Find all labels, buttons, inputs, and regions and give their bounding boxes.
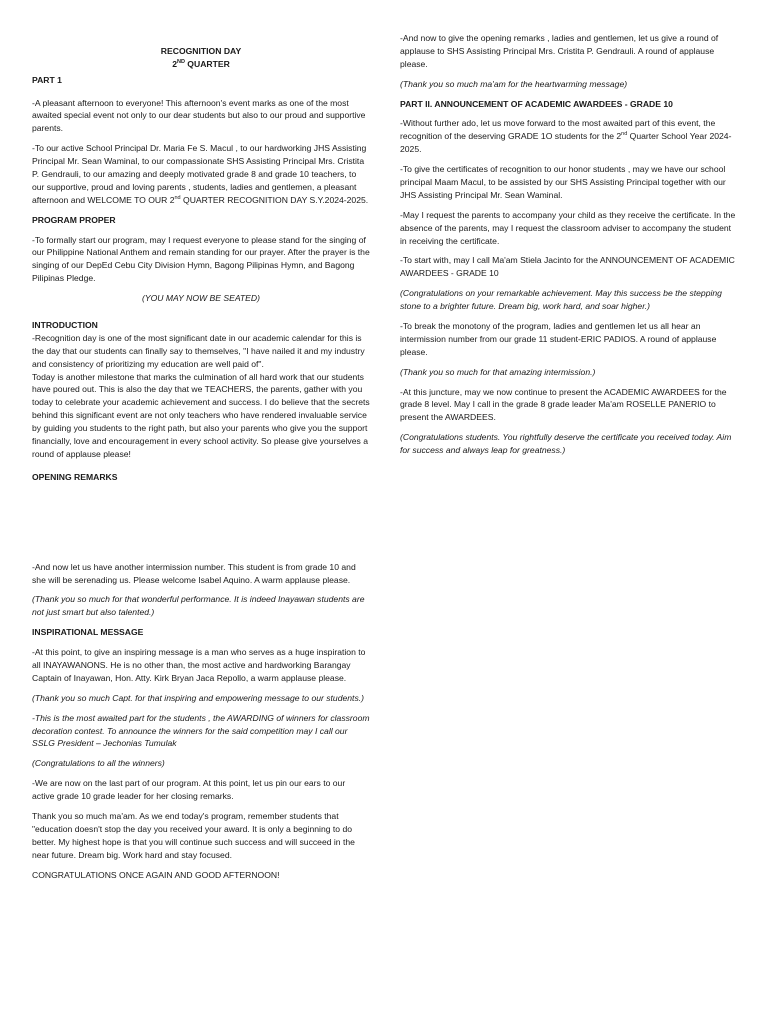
heartwarming-thanks: (Thank you so much ma'am for the heartwarming message) <box>400 78 628 89</box>
grade8-awardees-paragraph: -At this juncture, may we now continue to present the ACADEMIC AWARDEES for the grade 8 level. May I call in the grade 8 grade leader Ma'am ROSELLE PANERIO to present the AWARDEES. <box>400 386 727 423</box>
acknowledgement-paragraph: -To our active School Principal Dr. Maria Fe S. Macul , to our hardworking JHS Assisting Principal Mr. Sean Waminal, to our compassionate SHS Assisting Principal Mrs. Cristita P. Gendrauli, to our amazing and deeply motivated grade 8 and grade 10 teachers, to our supportive, proud and loving parents , students, ladies and gentlemen, a pleasant afternoon and WELCOME TO OUR 2nd QUARTER RECOGNITION DAY S.Y.2024-2025. <box>32 143 369 205</box>
captain-thanks: (Thank you so much Capt. for that inspiring and empowering message to our students.) <box>32 692 364 703</box>
blank-space <box>32 491 370 561</box>
part1-heading: PART 1 <box>32 74 62 85</box>
introduction-paragraph: -Recognition day is one of the most significant date in our academic calendar for this is the day that our students can finally say to themselves, "I have nailed it and my industry and consistency of prioritizing my education are well paid of". <box>32 332 365 369</box>
final-message-paragraph: Thank you so much ma'am. As we end today's program, remember students that "education doesn't stop the day you received your award. It is only a beginning to do better. My highest hope is that you will continue such success and will succeed in the near future. Dream big. Work hard and stay focused. <box>32 811 355 860</box>
opening-remarks-heading: OPENING REMARKS <box>32 471 118 482</box>
students-congrats: (Congratulations students. You rightfully deserve the certificate you received today. Aim for success and always leap for greatness.) <box>400 432 732 456</box>
grade10-announcement-paragraph: -To start with, may I call Ma'am Stiela Jacinto for the ANNOUNCEMENT OF ACADEMIC AWARDEES - GRADE 10 <box>400 255 735 279</box>
inspirational-paragraph: -At this point, to give an inspiring message is a man who serves as a huge inspiration to all INAYAWANONS. He is no other than, the most active and hardworking Barangay Captain of Inayawan, Hon. Atty. Kirk Bryan Jaca Repollo, a warm applause please. <box>32 647 366 683</box>
parents-paragraph: -May I request the parents to accompany your child as they receive the certificate. In the absence of the parents, may I request the classroom adviser to accompany the student in receiving the certificate. <box>400 209 736 246</box>
certificates-paragraph: -To give the certificates of recognition to our honor students , may we have our school principal Maam Macul, to be assisted by our SHS Assisting Principal together with our JHS Assisting Principal Mr. Sean Waminal. <box>400 164 726 200</box>
right-column <box>400 32 736 464</box>
final-greeting: CONGRATULATIONS ONCE AGAIN AND GOOD AFTERNOON! <box>32 869 280 880</box>
page-subtitle: 2ND QUARTER <box>172 59 230 70</box>
part2-heading: PART II. ANNOUNCEMENT OF ACADEMIC AWARDEES - GRADE 10 <box>400 98 673 109</box>
opening-remarks-paragraph: -And now to give the opening remarks , ladies and gentlemen, let us give a round of applause to SHS Assisting Principal Mrs. Cristita P. Gendrauli. A round of applause please. <box>400 33 719 69</box>
closing-paragraph: -We are now on the last part of our program. At this point, let us pin our ears to our active grade 10 grade leader for her closing remarks. <box>32 778 346 802</box>
intermission-paragraph: -And now let us have another intermission number. This student is from grade 10 and she will be serenading us. Please welcome Isabel Aquino. A warm applause please. <box>32 561 356 585</box>
milestone-paragraph: Today is another milestone that marks the culmination of all hard work that our students have poured out. This is also the day that we TEACHERS, the parents, gather with you today to celebrate your academic achievement and success. I do believe that the secrets behind this significant event are not only teachers who have rendered invaluable service by guiding you students to the right path, but also your parents who give you the support financially, love and encouragement in every school activity. So please give yourselves a round of applause please! <box>32 371 370 459</box>
awarding-paragraph: -This is the most awaited part for the students , the AWARDING of winners for classroom decoration contest. To announce the winners for the said competition may I call our SSLG President – Jechonias Tumulak <box>32 712 370 749</box>
anthem-paragraph: -To formally start our program, may I request everyone to please stand for the singing of our Philippine National Anthem and remain standing for our prayer. After the prayer is the singing of our DepEd Cebu City Division Hymn, Bagong Pilipinas Hymn, and Bagong Pilipinas Pledge. <box>32 234 370 284</box>
winners-congrats: (Congratulations to all the winners) <box>32 758 165 769</box>
introduction-heading: INTRODUCTION <box>32 319 98 330</box>
page-title: RECOGNITION DAY <box>160 46 242 56</box>
performance-thanks: (Thank you so much for that wonderful performance. It is indeed Inayawan students are not just smart but also talented.) <box>32 594 365 618</box>
left-column <box>32 0 370 888</box>
welcome-paragraph: -A pleasant afternoon to everyone! This afternoon's event marks as one of the most awaited special event not only to our dear students but also to our proud and supportive parents. <box>32 97 366 134</box>
program-proper-heading: PROGRAM PROPER <box>32 214 116 225</box>
seated-note: (YOU MAY NOW BE SEATED) <box>142 293 260 304</box>
intermission-thanks: (Thank you so much for that amazing intermission.) <box>400 366 596 377</box>
grade11-intermission-paragraph: -To break the monotony of the program, ladies and gentlemen let us all hear an intermission number from our grade 11 student-ERIC PADIOS. A round of applause please. <box>400 321 717 357</box>
achievement-congrats: (Congratulations on your remarkable achievement. May this success be the stepping stone to a brighter future. Dream big, work hard, and soar higher.) <box>400 288 722 312</box>
recognition-paragraph: -Without further ado, let us move forward to the most awaited part of this event, the recognition of the deserving GRADE 1O students for the 2nd Quarter School Year 2024-2025. <box>400 118 732 155</box>
inspirational-heading: INSPIRATIONAL MESSAGE <box>32 627 144 638</box>
